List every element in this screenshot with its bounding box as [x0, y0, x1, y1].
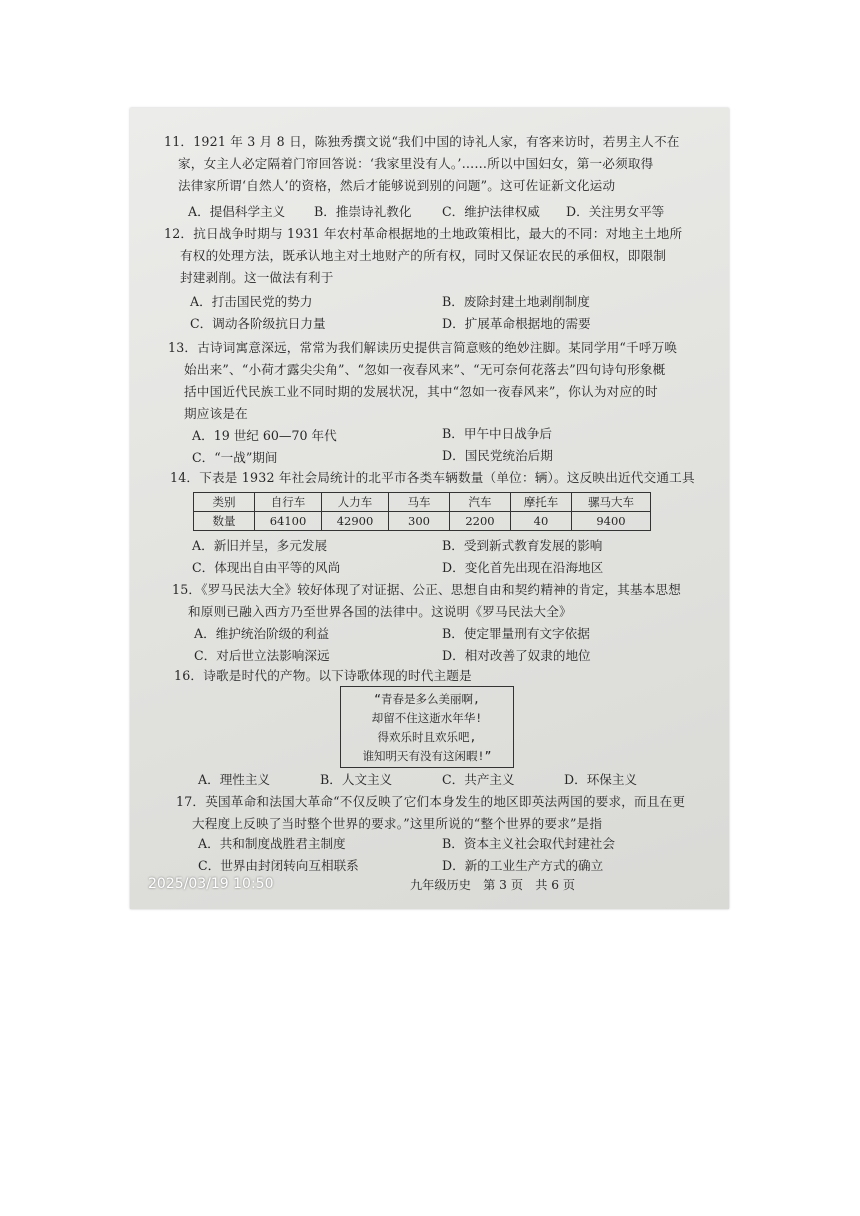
table-cell: 数量 — [194, 512, 255, 531]
q15-stem-line-1: 15．《罗马民法大全》较好体现了对证据、公正、思想自由和契约精神的肯定，其基本思想 — [172, 582, 682, 597]
page-footer: 九年级历史 第 3 页 共 6 页 — [410, 878, 576, 892]
table-header-cell: 摩托车 — [511, 493, 572, 512]
table-cell: 64100 — [255, 512, 322, 531]
q17-option-b: B．资本主义社会取代封建社会 — [442, 836, 615, 851]
poem-box — [340, 686, 514, 768]
q17-option-a: A．共和制度战胜君主制度 — [198, 836, 346, 851]
q13-option-b: B．甲午中日战争后 — [442, 426, 553, 441]
q11-option-a: A．提倡科学主义 — [188, 204, 286, 219]
vehicle-count-table — [193, 492, 651, 531]
table-row — [194, 512, 651, 531]
table-header-cell: 骡马大车 — [572, 493, 651, 512]
table-cell: 40 — [511, 512, 572, 531]
q11-option-b: B．推崇诗礼教化 — [314, 204, 412, 219]
q11-option-c: C．维护法律权威 — [442, 204, 540, 219]
table-header-cell: 人力车 — [322, 493, 389, 512]
exam-page-photo — [130, 108, 729, 909]
q14-stem-line-1: 14．下表是 1932 年社会局统计的北平市各类车辆数量（单位：辆）。这反映出近代交通工具 — [170, 470, 695, 485]
q12-option-b: B．废除封建土地剥削制度 — [442, 294, 590, 309]
q13-option-c: C．“一战”期间 — [192, 450, 278, 465]
q16-option-b: B．人文主义 — [320, 772, 393, 787]
table-cell: 2200 — [450, 512, 511, 531]
q13-stem-line-4: 期应该是在 — [184, 406, 248, 421]
table-header-cell: 马车 — [389, 493, 450, 512]
table-header-cell: 类别 — [194, 493, 255, 512]
q17-stem-line-1: 17．英国革命和法国大革命“不仅反映了它们本身发生的地区即英法两国的要求，而且在更 — [176, 794, 686, 809]
q17-option-c: C．世界由封闭转向互相联系 — [198, 858, 359, 873]
q12-stem-line-2: 有权的处理方法，既承认地主对土地财产的所有权，同时又保证农民的承佃权，即限制 — [180, 248, 667, 263]
q11-stem-line-1: 11．1921 年 3 月 8 日，陈独秀撰文说“我们中国的诗礼人家，有客来访时，若男主人不在 — [164, 134, 680, 149]
q14-option-d: D．变化首先出现在沿海地区 — [442, 560, 604, 575]
table-cell: 9400 — [572, 512, 651, 531]
poem-line: “青春是多么美丽啊, — [374, 692, 480, 706]
q11-stem-line-2: 家，女主人必定隔着门帘回答说：‘我家里没有人。’……所以中国妇女，第一必须取得 — [178, 156, 654, 171]
q15-option-b: B．使定罪量刑有文字依据 — [442, 626, 590, 641]
table-header-cell: 自行车 — [255, 493, 322, 512]
q14-option-b: B．受到新式教育发展的影响 — [442, 538, 603, 553]
q12-option-c: C．调动各阶级抗日力量 — [190, 316, 326, 331]
q17-stem-line-2: 大程度上反映了当时整个世界的要求。”这里所说的“整个世界的要求”是指 — [192, 816, 603, 831]
q12-option-a: A．打击国民党的势力 — [190, 294, 313, 309]
table-cell: 300 — [389, 512, 450, 531]
q15-stem-line-2: 和原则已融入西方乃至世界各国的法律中。这说明《罗马民法大全》 — [188, 604, 572, 619]
q16-option-a: A．理性主义 — [198, 772, 271, 787]
poem-line: 得欢乐时且欢乐吧, — [377, 730, 477, 744]
q16-option-d: D．环保主义 — [564, 772, 638, 787]
q15-option-c: C．对后世立法影响深远 — [194, 648, 330, 663]
q14-option-a: A．新旧并呈，多元发展 — [192, 538, 328, 553]
q17-option-d: D．新的工业生产方式的确立 — [442, 858, 604, 873]
table-header-cell: 汽车 — [450, 493, 511, 512]
q11-stem-line-3: 法律家所谓‘自然人’的资格，然后才能够说到别的问题”。这可佐证新文化运动 — [178, 178, 616, 193]
q13-stem-line-3: 括中国近代民族工业不同时期的发展状况，其中“忽如一夜春风来”，你认为对应的时 — [184, 384, 658, 399]
poem-line: 谁知明天有没有这闲暇!” — [362, 749, 492, 763]
table-header-row — [194, 493, 651, 512]
q12-stem-line-1: 12．抗日战争时期与 1931 年农村革命根据地的土地政策相比，最大的不同：对地主土地所 — [164, 226, 683, 241]
poem-line: 却留不住这逝水年华! — [371, 711, 483, 725]
q15-option-a: A．维护统治阶级的利益 — [194, 626, 330, 641]
table-cell: 42900 — [322, 512, 389, 531]
q12-stem-line-3: 封建剥削。这一做法有利于 — [180, 270, 334, 285]
q11-option-d: D．关注男女平等 — [566, 204, 665, 219]
q15-option-d: D．相对改善了奴隶的地位 — [442, 648, 591, 663]
q16-option-c: C．共产主义 — [442, 772, 515, 787]
q12-option-d: D．扩展革命根据地的需要 — [442, 316, 591, 331]
q16-stem-line-1: 16．诗歌是时代的产物。以下诗歌体现的时代主题是 — [174, 668, 472, 683]
q13-option-a: A．19 世纪 60—70 年代 — [192, 428, 337, 443]
photo-timestamp: 2025/03/19 10:50 — [148, 876, 274, 892]
q14-option-c: C．体现出自由平等的风尚 — [192, 560, 341, 575]
q13-stem-line-2: 始出来”、“小荷才露尖尖角”、“忽如一夜春风来”、“无可奈何花落去”四句诗句形象概 — [184, 362, 666, 377]
q13-stem-line-1: 13．古诗词寓意深远，常常为我们解读历史提供言简意赅的绝妙注脚。某同学用“千呼万唤 — [168, 340, 678, 355]
q13-option-d: D．国民党统治后期 — [442, 448, 553, 463]
